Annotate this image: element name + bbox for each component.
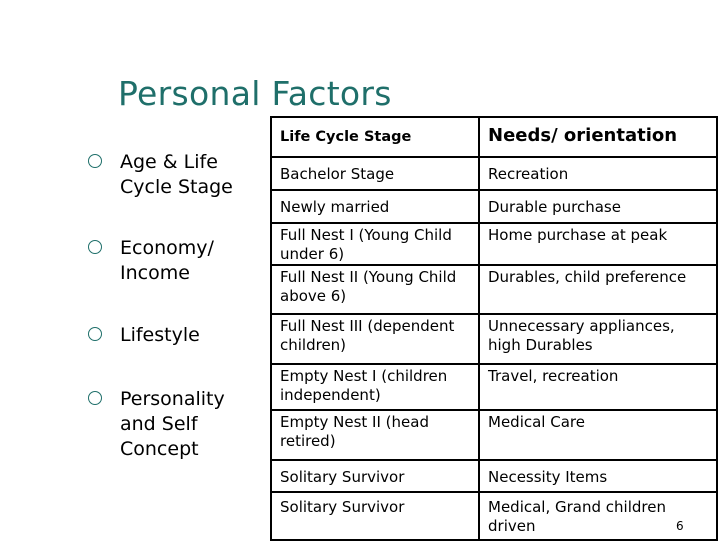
stage-cell: Full Nest III (dependent children) xyxy=(271,314,479,364)
stage-cell: Empty Nest I (children independent) xyxy=(271,364,479,410)
table-row xyxy=(271,190,717,223)
hollow-circle-bullet-icon xyxy=(88,240,102,254)
hollow-circle-bullet-icon xyxy=(88,327,102,341)
stage-cell: Bachelor Stage xyxy=(271,157,479,190)
table-header-row xyxy=(271,117,717,157)
table-row xyxy=(271,223,717,265)
header-life-cycle-stage: Life Cycle Stage xyxy=(271,117,479,157)
bullet-text: Economy/ Income xyxy=(120,237,214,284)
table-row xyxy=(271,265,717,314)
header-needs-orientation: Needs/ orientation xyxy=(479,117,717,157)
stage-cell: Newly married xyxy=(271,190,479,223)
table-row xyxy=(271,492,717,540)
hollow-circle-bullet-icon xyxy=(88,154,102,168)
bullet-text: Personality and Self Concept xyxy=(120,388,225,460)
needs-cell: Durables, child preference xyxy=(479,265,717,314)
page-number: 6 xyxy=(676,519,684,533)
slide-title: Personal Factors xyxy=(118,74,392,113)
hollow-circle-bullet-icon xyxy=(88,391,102,405)
stage-cell: Full Nest II (Young Child above 6) xyxy=(271,265,479,314)
table-row xyxy=(271,460,717,492)
table-row xyxy=(271,314,717,364)
stage-cell: Solitary Survivor xyxy=(271,492,479,540)
needs-cell: Home purchase at peak xyxy=(479,223,717,265)
stage-cell: Solitary Survivor xyxy=(271,460,479,492)
needs-cell: Unnecessary appliances, high Durables xyxy=(479,314,717,364)
bullet-text: Age & Life Cycle Stage xyxy=(120,151,233,198)
stage-cell: Empty Nest II (head retired) xyxy=(271,410,479,460)
needs-cell: Medical, Grand children driven xyxy=(479,492,717,540)
needs-cell: Recreation xyxy=(479,157,717,190)
table-row xyxy=(271,364,717,410)
needs-cell: Durable purchase xyxy=(479,190,717,223)
needs-cell: Medical Care xyxy=(479,410,717,460)
bullet-text: Lifestyle xyxy=(120,324,200,346)
life-cycle-table xyxy=(270,116,718,541)
needs-cell: Travel, recreation xyxy=(479,364,717,410)
table-row xyxy=(271,157,717,190)
needs-cell: Necessity Items xyxy=(479,460,717,492)
stage-cell: Full Nest I (Young Child under 6) xyxy=(271,223,479,265)
table-row xyxy=(271,410,717,460)
